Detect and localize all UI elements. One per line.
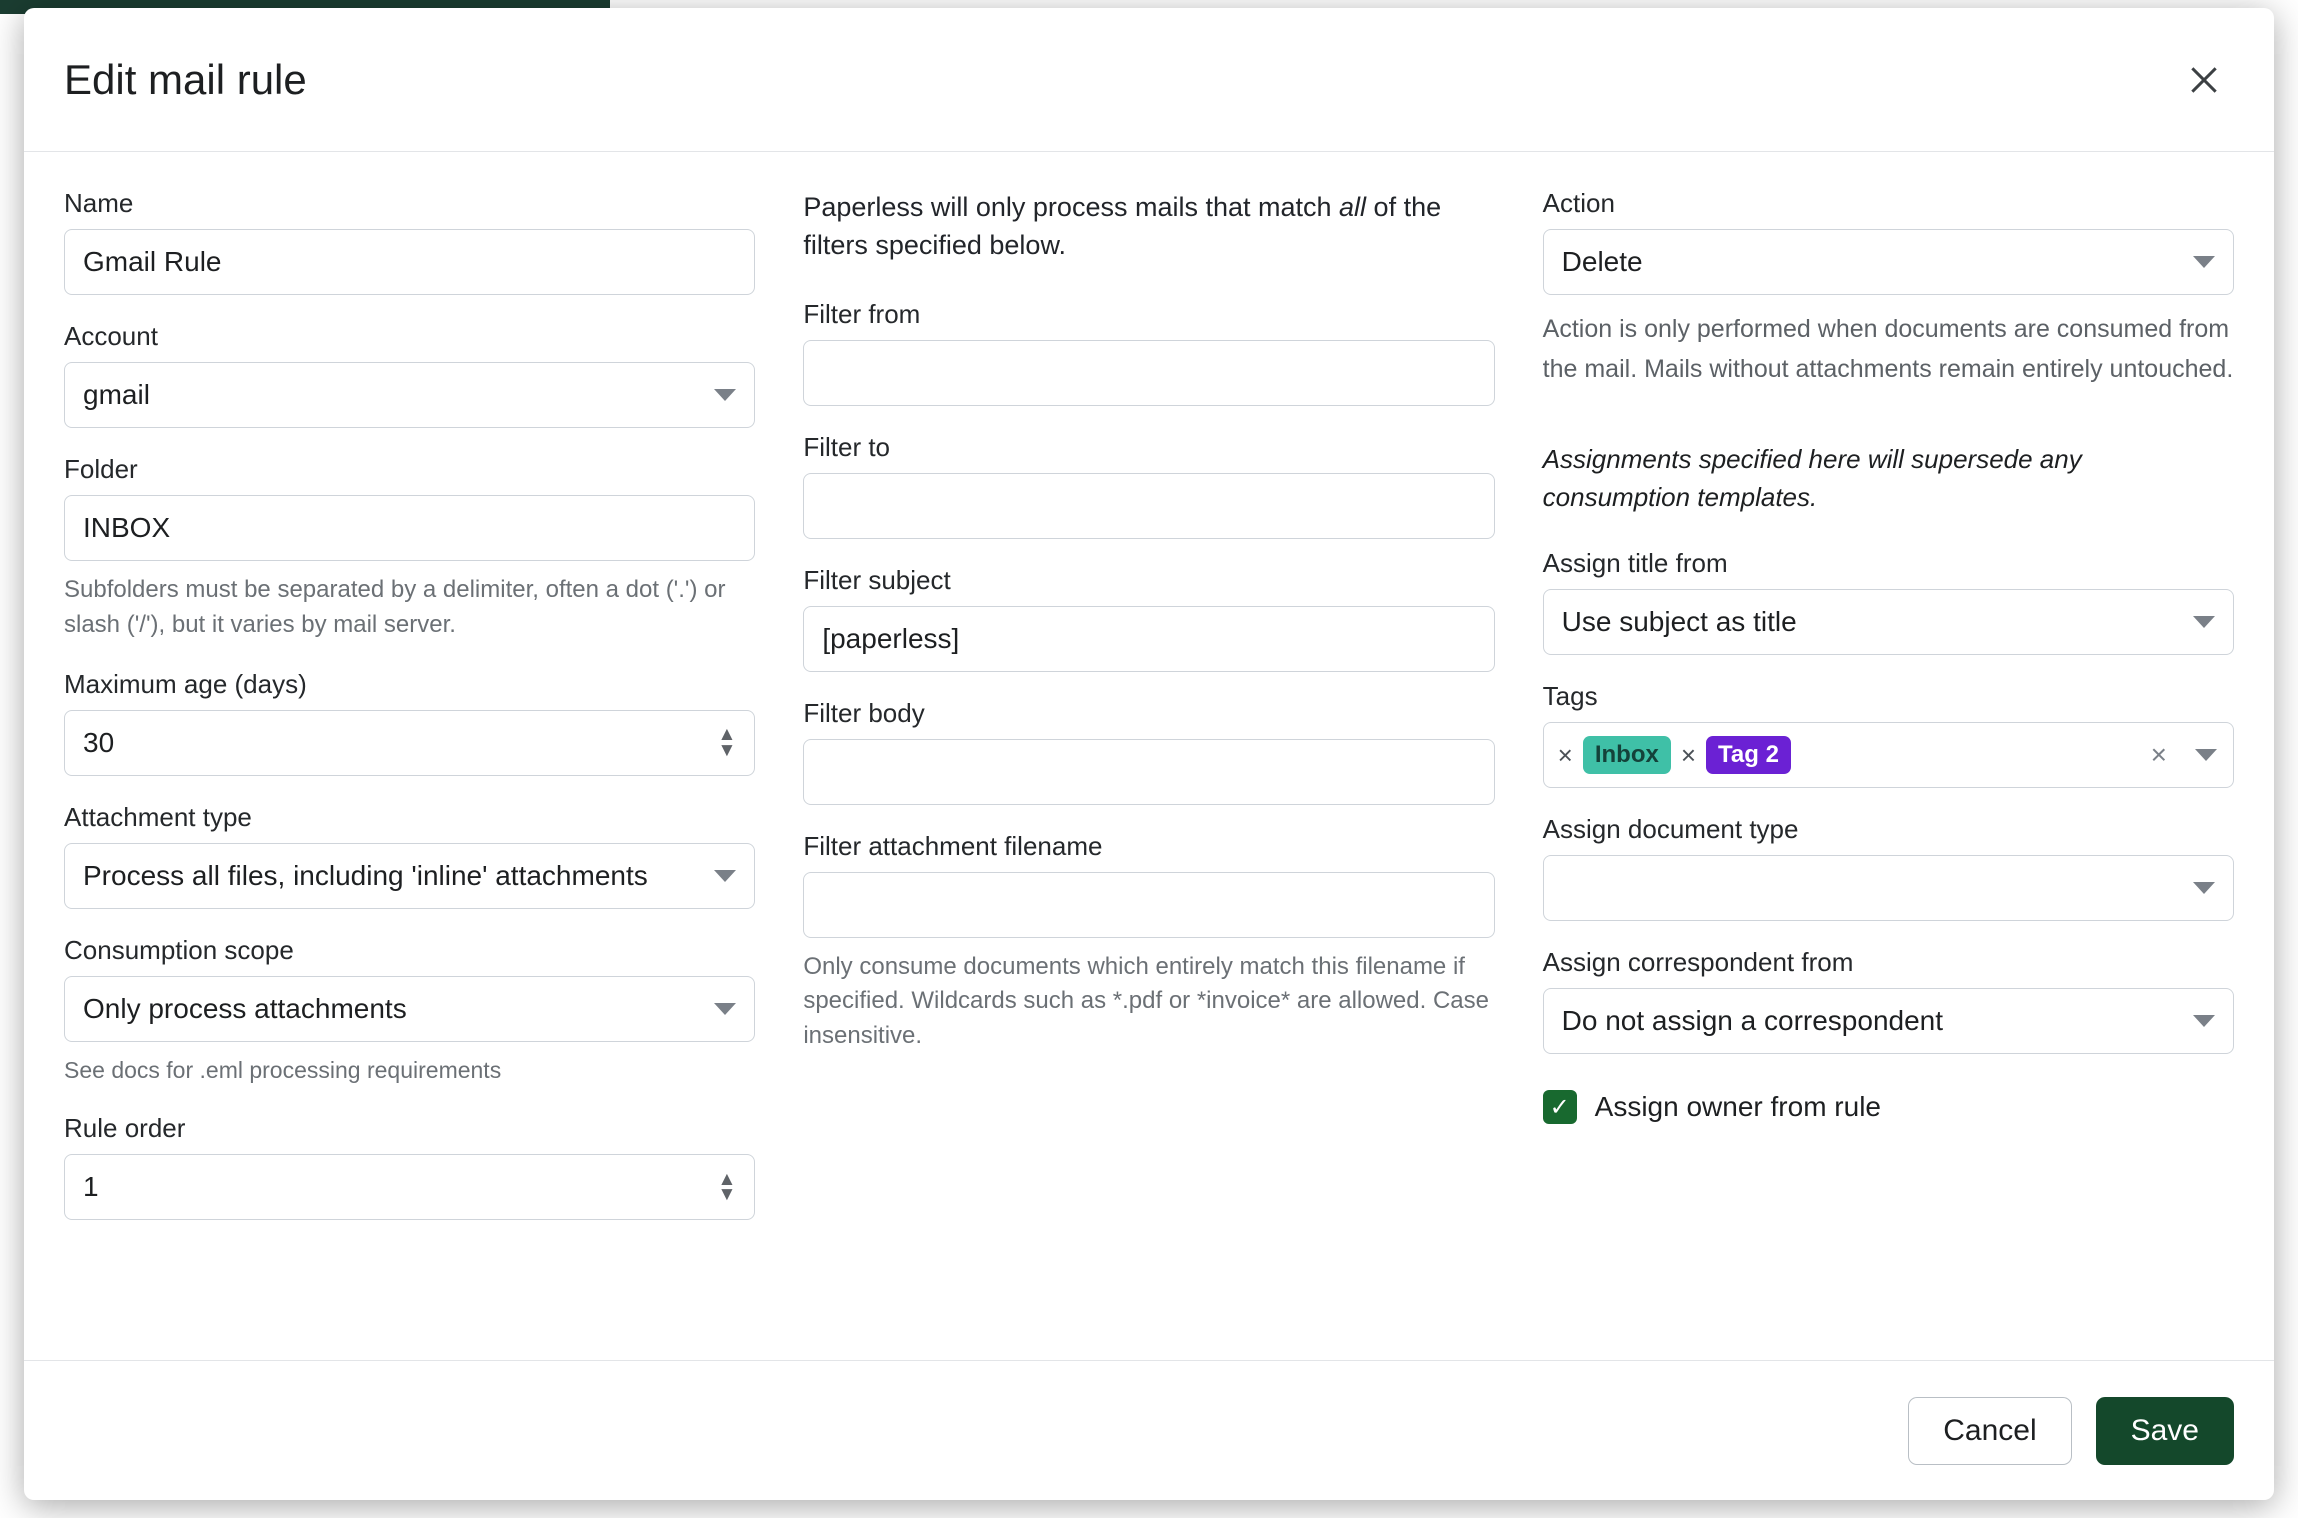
assign-title-from-label: Assign title from [1542, 548, 1728, 579]
dialog-title: Edit mail rule [64, 55, 307, 103]
attachment-type-label: Attachment type [64, 801, 252, 832]
action-hint: Action is only performed when documents are consumed from the mail. Mails without attachments remain entirely untouched. [1542, 315, 2234, 383]
edit-mail-rule-dialog [24, 8, 2274, 1500]
tag-item[interactable] [1558, 736, 1671, 774]
account-select[interactable] [64, 362, 755, 428]
attachment-type-select[interactable] [64, 843, 755, 909]
maximum-age-value: 30 [83, 726, 115, 758]
tags-controls [2151, 739, 2223, 771]
filter-subject-label: Filter subject [803, 564, 951, 595]
filters-intro-before: Paperless will only process mails that match [803, 192, 1340, 222]
name-label: Name [64, 188, 134, 218]
assign-title-from-value: Use subject as title [1561, 606, 1797, 638]
field-name [64, 188, 755, 295]
field-account [64, 321, 755, 428]
filters-intro [803, 188, 1494, 265]
column-filters [803, 188, 1494, 1360]
rule-order-label: Rule order [64, 1112, 186, 1143]
close-icon[interactable] [2174, 50, 2234, 110]
filter-body-label: Filter body [803, 697, 925, 728]
attachment-type-value: Process all files, including 'inline' attachments [83, 859, 648, 891]
consumption-scope-label: Consumption scope [64, 934, 294, 965]
assign-owner-from-rule-row[interactable] [1543, 1090, 2234, 1124]
name-input-value: Gmail Rule [83, 246, 222, 277]
stepper-arrows-icon[interactable]: ▲ ▼ [717, 1168, 737, 1205]
chevron-down-icon [2193, 1015, 2215, 1027]
consumption-scope-select[interactable] [64, 976, 755, 1042]
field-rule-order [64, 1113, 755, 1220]
filter-attachment-filename-input[interactable] [803, 872, 1494, 938]
assign-document-type-label: Assign document type [1542, 814, 1799, 845]
cancel-button[interactable]: Cancel [1908, 1397, 2071, 1465]
field-consumption-scope [64, 935, 755, 1087]
clear-icon[interactable]: × [2150, 739, 2167, 771]
save-button[interactable]: Save [2096, 1397, 2234, 1465]
chevron-down-icon [2193, 256, 2215, 268]
filter-attachment-filename-label: Filter attachment filename [803, 830, 1103, 861]
filter-from-input[interactable] [803, 340, 1494, 406]
tag-item[interactable] [1681, 736, 1791, 774]
assignments-note: Assignments specified here will supersede any consumption templates. [1542, 444, 2082, 512]
field-action [1543, 188, 2234, 389]
filter-to-input[interactable] [803, 473, 1494, 539]
assign-title-from-select[interactable] [1543, 589, 2234, 655]
remove-tag-icon[interactable]: × [1680, 740, 1697, 771]
folder-hint: Subfolders must be separated by a delimiter, often a dot ('.') or slash ('/'), but it varies by mail server. [64, 576, 726, 638]
field-filter-attachment-filename [803, 831, 1494, 1054]
field-filter-to [803, 432, 1494, 539]
filter-subject-value: [paperless] [822, 622, 960, 654]
remove-tag-icon[interactable]: × [1557, 740, 1573, 771]
chevron-down-icon [714, 870, 736, 882]
dialog-header [24, 8, 2274, 152]
stepper-arrows-icon[interactable]: ▲ ▼ [717, 724, 737, 761]
filter-from-label: Filter from [803, 298, 921, 329]
rule-order-stepper[interactable] [64, 1154, 755, 1220]
chevron-down-icon [714, 389, 736, 401]
field-filter-subject [803, 565, 1494, 672]
field-attachment-type [64, 802, 755, 909]
chevron-down-icon [2193, 616, 2215, 628]
filter-subject-input[interactable] [803, 606, 1494, 672]
chevron-down-icon[interactable] [2195, 749, 2217, 761]
field-tags [1543, 681, 2234, 788]
filters-intro-after: of the filters specified below. [803, 192, 1442, 261]
action-label: Action [1542, 188, 1615, 218]
consumption-scope-hint: See docs for .eml processing requirements [64, 1056, 502, 1083]
filter-attachment-filename-hint: Only consume documents which entirely match this filename if specified. Wildcards such as *.pdf or *invoice* are allowed. Case insensitive. [803, 952, 1489, 1050]
filter-to-label: Filter to [803, 431, 891, 462]
tag-chip-label: Inbox [1583, 736, 1671, 774]
field-assign-title-from [1543, 548, 2234, 655]
close-icon-glyph [2184, 60, 2224, 100]
assign-document-type-select[interactable] [1543, 855, 2234, 921]
tags-label: Tags [1542, 681, 1598, 712]
column-general [64, 188, 755, 1360]
tags-input[interactable] [1543, 722, 2234, 788]
action-select[interactable] [1543, 229, 2234, 295]
field-filter-body [803, 698, 1494, 805]
name-input[interactable] [64, 229, 755, 295]
dialog-body [24, 152, 2274, 1360]
maximum-age-stepper[interactable] [64, 710, 755, 776]
maximum-age-label: Maximum age (days) [64, 668, 307, 699]
field-folder [64, 454, 755, 643]
assign-correspondent-from-label: Assign correspondent from [1542, 947, 1854, 978]
account-select-value: gmail [83, 379, 150, 410]
field-filter-from [803, 299, 1494, 406]
filters-intro-emphasis: all [1339, 192, 1367, 222]
tag-chip-label: Tag 2 [1706, 736, 1791, 774]
folder-input-value: INBOX [83, 512, 171, 543]
account-label: Account [64, 321, 158, 351]
rule-order-value: 1 [83, 1170, 99, 1202]
assign-owner-from-rule-label: Assign owner from rule [1594, 1091, 1881, 1123]
checkbox-checked-icon[interactable]: ✓ [1543, 1090, 1577, 1124]
action-select-value: Delete [1561, 246, 1643, 277]
field-maximum-age [64, 669, 755, 776]
chevron-down-icon [714, 1003, 736, 1015]
assign-correspondent-from-value: Do not assign a correspondent [1561, 1005, 1944, 1037]
field-assign-document-type [1543, 814, 2234, 921]
dialog-footer [24, 1360, 2274, 1500]
filter-body-input[interactable] [803, 739, 1494, 805]
chevron-down-icon [2193, 882, 2215, 894]
folder-input[interactable] [64, 495, 755, 561]
folder-label: Folder [64, 454, 138, 484]
field-assign-correspondent-from [1543, 947, 2234, 1054]
column-actions [1543, 188, 2234, 1360]
assign-correspondent-from-select[interactable] [1543, 988, 2234, 1054]
consumption-scope-value: Only process attachments [83, 992, 407, 1024]
